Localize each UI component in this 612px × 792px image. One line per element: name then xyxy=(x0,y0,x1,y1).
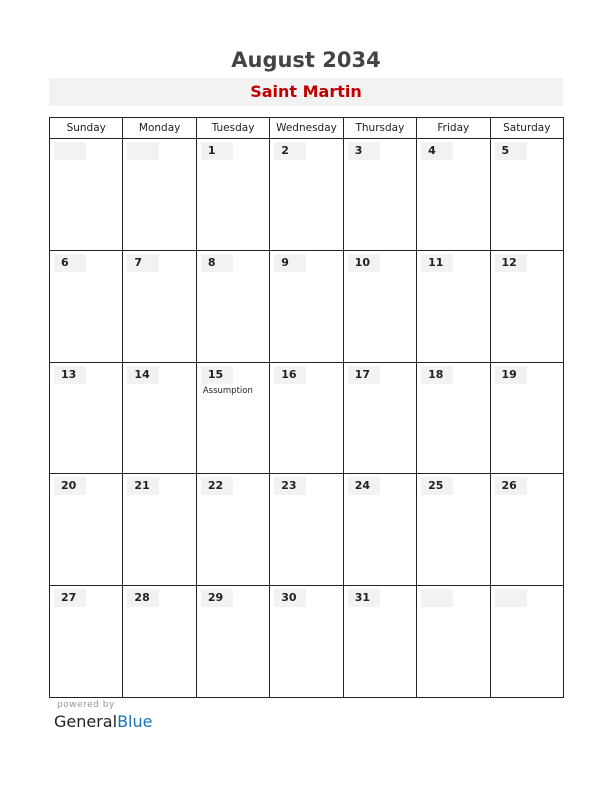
day-number: 2 xyxy=(274,142,306,160)
day-cell[interactable] xyxy=(417,362,490,474)
day-cell[interactable] xyxy=(196,474,269,586)
day-number: 17 xyxy=(348,366,380,384)
day-number xyxy=(495,589,527,607)
weekday-header-wednesday: Wednesday xyxy=(270,118,343,139)
calendar-body xyxy=(50,139,564,698)
day-number: 29 xyxy=(201,589,233,607)
weekday-header-tuesday: Tuesday xyxy=(196,118,269,139)
weekday-header-thursday: Thursday xyxy=(343,118,416,139)
day-number: 12 xyxy=(495,254,527,272)
region-title: Saint Martin xyxy=(49,78,563,106)
day-cell[interactable] xyxy=(490,474,563,586)
day-cell[interactable] xyxy=(270,362,343,474)
day-cell[interactable] xyxy=(123,250,196,362)
day-cell[interactable] xyxy=(343,474,416,586)
day-number: 14 xyxy=(127,366,159,384)
day-cell[interactable] xyxy=(123,474,196,586)
day-cell[interactable] xyxy=(343,250,416,362)
day-number: 27 xyxy=(54,589,86,607)
empty-day-cell xyxy=(417,586,490,698)
week-row xyxy=(50,474,564,586)
day-number: 18 xyxy=(421,366,453,384)
day-cell[interactable] xyxy=(490,250,563,362)
weekday-header-sunday: Sunday xyxy=(50,118,123,139)
day-cell[interactable] xyxy=(270,139,343,251)
empty-day-cell xyxy=(490,586,563,698)
day-number: 8 xyxy=(201,254,233,272)
day-cell[interactable] xyxy=(270,586,343,698)
day-number: 30 xyxy=(274,589,306,607)
weekday-header-friday: Friday xyxy=(417,118,490,139)
day-number: 1 xyxy=(201,142,233,160)
day-cell[interactable] xyxy=(123,586,196,698)
day-cell[interactable] xyxy=(50,474,123,586)
day-cell[interactable] xyxy=(270,250,343,362)
day-cell[interactable] xyxy=(196,139,269,251)
day-number: 3 xyxy=(348,142,380,160)
day-number: 15 xyxy=(201,366,233,384)
powered-by-text: powered by xyxy=(57,700,115,710)
day-number: 31 xyxy=(348,589,380,607)
day-cell[interactable] xyxy=(417,474,490,586)
day-number: 23 xyxy=(274,477,306,495)
month-title: August 2034 xyxy=(231,48,381,72)
day-cell[interactable] xyxy=(50,586,123,698)
week-row xyxy=(50,362,564,474)
day-number: 26 xyxy=(495,477,527,495)
day-number: 10 xyxy=(348,254,380,272)
day-cell[interactable] xyxy=(417,250,490,362)
day-cell[interactable] xyxy=(50,362,123,474)
day-number: 13 xyxy=(54,366,86,384)
day-number: 5 xyxy=(495,142,527,160)
day-cell[interactable] xyxy=(50,250,123,362)
holiday-label: Assumption xyxy=(202,385,253,396)
day-cell[interactable] xyxy=(417,139,490,251)
day-number: 4 xyxy=(421,142,453,160)
day-number: 21 xyxy=(127,477,159,495)
day-number xyxy=(54,142,86,160)
weekday-header-monday: Monday xyxy=(123,118,196,139)
day-number: 16 xyxy=(274,366,306,384)
day-number xyxy=(421,589,453,607)
day-number: 28 xyxy=(127,589,159,607)
empty-day-cell xyxy=(50,139,123,251)
day-cell[interactable] xyxy=(196,586,269,698)
day-number xyxy=(127,142,159,160)
week-row xyxy=(50,250,564,362)
brand-blue-text: Blue xyxy=(117,712,153,731)
day-cell[interactable] xyxy=(490,362,563,474)
weekday-header-row xyxy=(50,118,564,139)
day-number: 9 xyxy=(274,254,306,272)
day-cell[interactable] xyxy=(343,139,416,251)
day-cell[interactable] xyxy=(196,250,269,362)
day-number: 6 xyxy=(54,254,86,272)
week-row xyxy=(50,139,564,251)
day-cell[interactable] xyxy=(270,474,343,586)
day-cell[interactable] xyxy=(343,362,416,474)
calendar-grid xyxy=(49,117,564,698)
brand-general-text: General xyxy=(54,712,118,731)
week-row xyxy=(50,586,564,698)
day-cell[interactable] xyxy=(490,139,563,251)
day-cell[interactable] xyxy=(196,362,269,474)
day-cell[interactable] xyxy=(123,362,196,474)
day-number: 19 xyxy=(495,366,527,384)
day-number: 25 xyxy=(421,477,453,495)
empty-day-cell xyxy=(123,139,196,251)
day-number: 7 xyxy=(127,254,159,272)
day-number: 24 xyxy=(348,477,380,495)
day-number: 22 xyxy=(201,477,233,495)
brand-logo[interactable] xyxy=(54,712,152,731)
day-number: 11 xyxy=(421,254,453,272)
day-cell[interactable] xyxy=(343,586,416,698)
weekday-header-saturday: Saturday xyxy=(490,118,563,139)
day-number: 20 xyxy=(54,477,86,495)
